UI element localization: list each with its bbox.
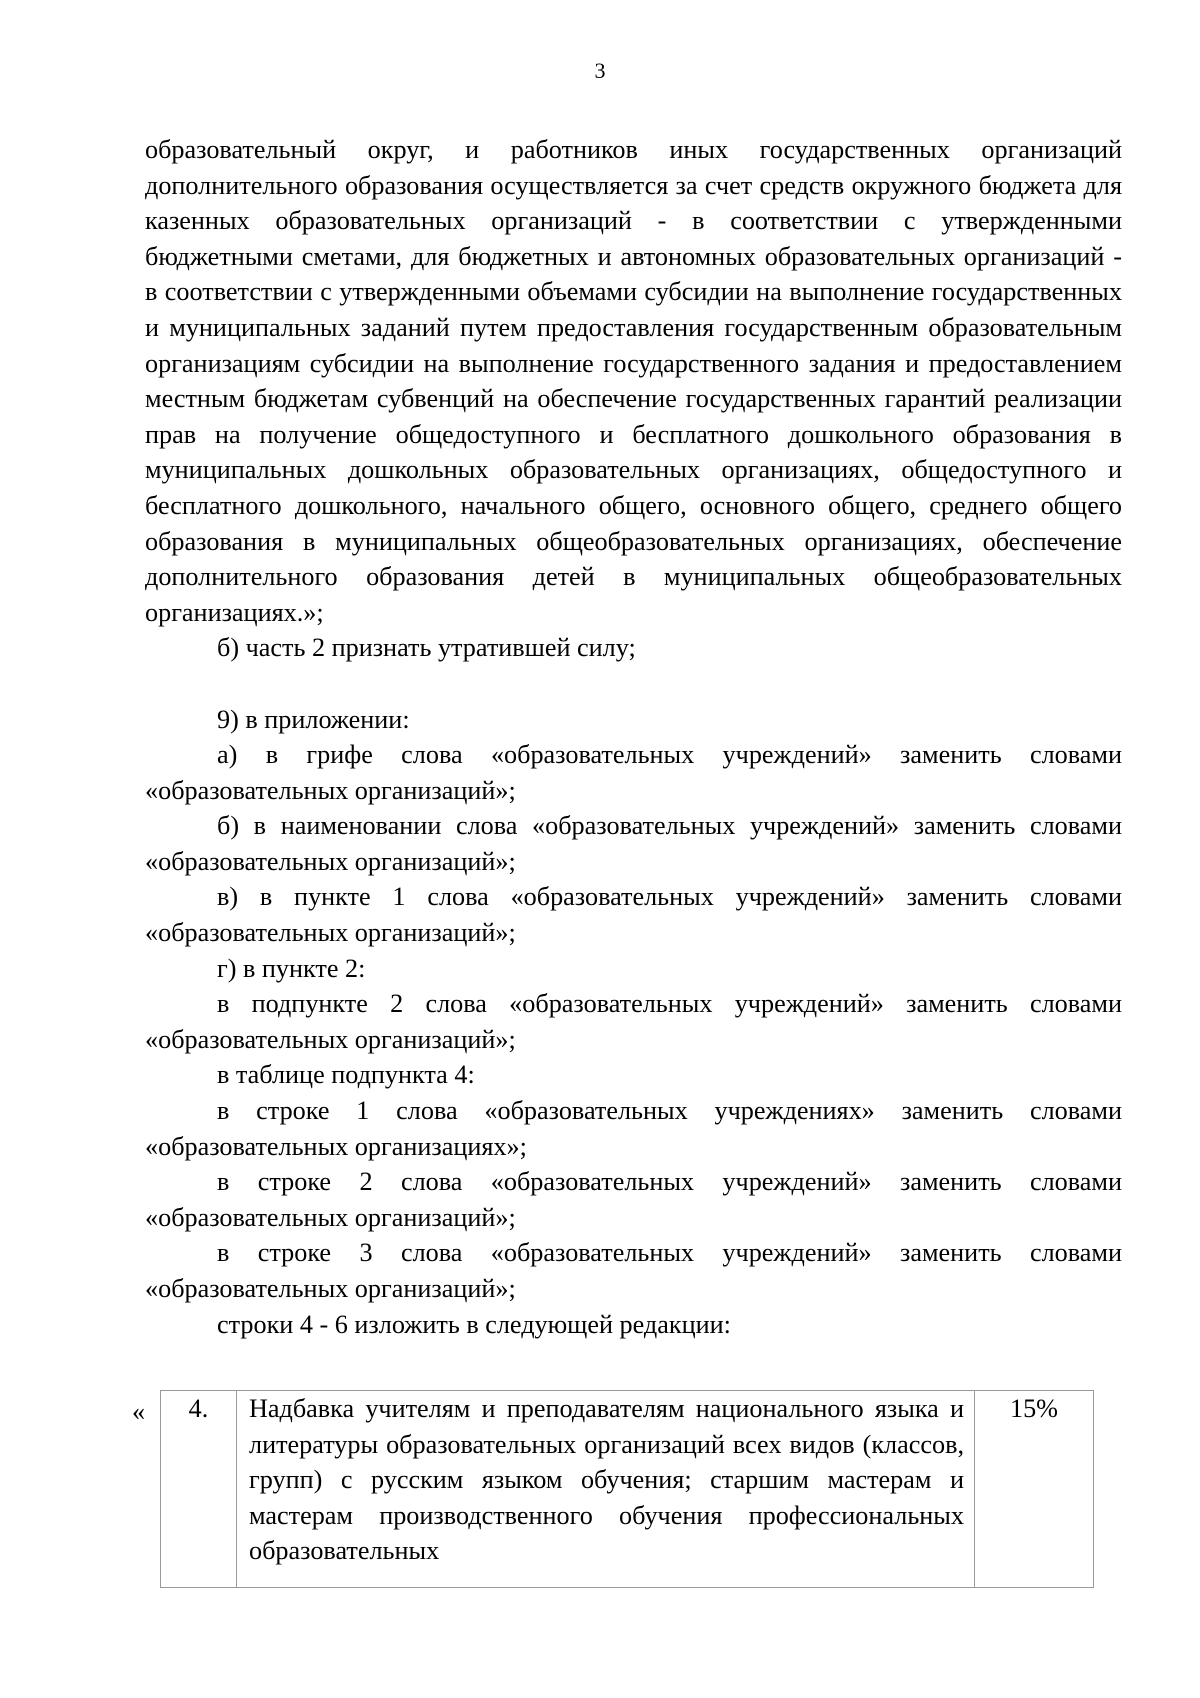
paragraph-row-3: в строке 3 слова «образовательных учреждений» заменить словами «образовательных организаций»;: [145, 1238, 1122, 1303]
paragraph-row-2: в строке 2 слова «образовательных учреждений» заменить словами «образовательных организаций»;: [145, 1167, 1122, 1232]
table-open-quote: «: [132, 1397, 146, 1426]
document-body: [145, 132, 1122, 1342]
page-number: 3: [594, 58, 606, 83]
paragraph-table-heading: в таблице подпункта 4:: [217, 1060, 475, 1090]
paragraph-spacer: [145, 666, 1122, 702]
table-row: [161, 1391, 1094, 1588]
row-number: 4.: [161, 1391, 237, 1588]
paragraph-part2-void: б) часть 2 признать утратившей силу;: [217, 633, 636, 663]
amendment-table: [160, 1390, 1094, 1588]
row-description: Надбавка учителям и преподавателям национального языка и литературы образовательных организаций всех видов (классов, групп) с русским языком обучения; старшим мастерам и мастерам производственного обучения профессиональных образовательных: [237, 1391, 975, 1588]
paragraph-item-v: в) в пункте 1 слова «образовательных учреждений» заменить словами «образовательных организаций»;: [145, 882, 1122, 948]
paragraph-item-a: а) в грифе слова «образовательных учреждений» заменить словами «образовательных организаций»;: [145, 740, 1122, 805]
paragraph-appendix-heading: 9) в приложении:: [217, 704, 410, 734]
paragraph-row-1: в строке 1 слова «образовательных учреждениях» заменить словами «образовательных организациях»;: [145, 1096, 1122, 1161]
row-rate: 15%: [975, 1391, 1094, 1588]
paragraph-subitem-2: в подпункте 2 слова «образовательных учреждений» заменить словами «образовательных организаций»;: [145, 989, 1122, 1054]
paragraph-item-g: г) в пункте 2:: [217, 953, 366, 983]
paragraph-funding: образовательный округ, и работников иных государственных организаций дополнительного образования осуществляется за счет средств окружного бюджета для казенных образовательных организаций - в соответствии с утвержденными бюджетными сметами, для бюджетных и автономных образовательных организаций - в соответствии с утвержденными объемами субсидии на выполнение государственных и муниципальных заданий путем предоставления государственным образовательным организациям субсидии на выполнение государственного задания и предоставлением местным бюджетам субвенций на обеспечение государственных гарантий реализации прав на получение общедоступного и бесплатного дошкольного образования в муниципальных дошкольных образовательных организациях, общедоступного и бесплатного дошкольного, начального общего, основного общего, среднего общего образования в муниципальных общеобразовательных организациях, обеспечение дополнительного образования детей в муниципальных общеобразовательных организациях.»;: [145, 135, 1122, 627]
paragraph-item-b: б) в наименовании слова «образовательных учреждений» заменить словами «образовательных организаций»;: [145, 811, 1122, 876]
paragraph-rows-4-6: строки 4 - 6 изложить в следующей редакции:: [217, 1309, 731, 1339]
